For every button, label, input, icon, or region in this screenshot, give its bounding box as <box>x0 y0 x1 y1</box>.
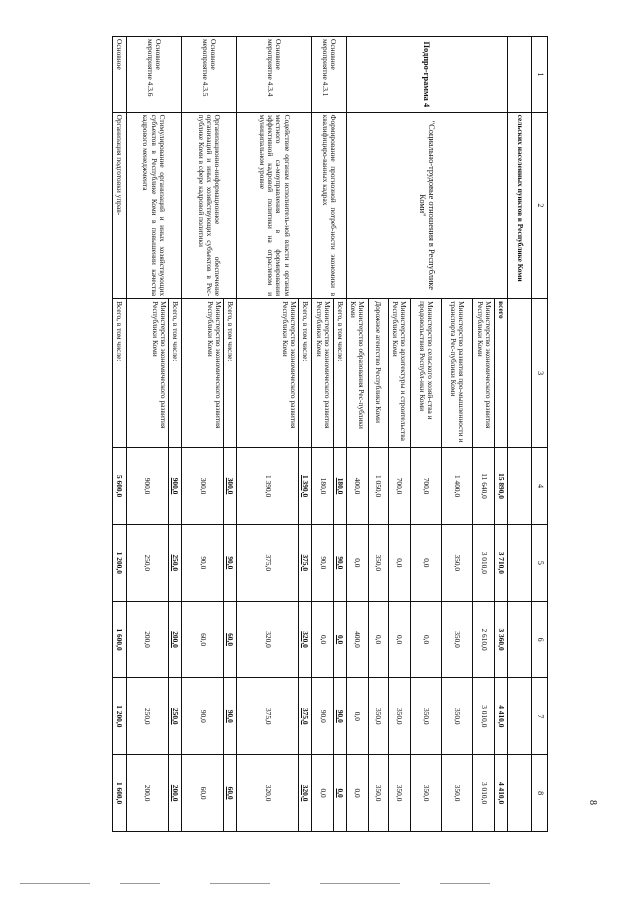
value-cell: 400,0 <box>346 448 368 525</box>
value-cell: 320,0 <box>299 601 312 678</box>
value-cell: 60,0 <box>224 755 237 832</box>
table-row <box>299 37 312 832</box>
value-cell: 700,0 <box>410 448 441 525</box>
value-cell: 350,0 <box>388 678 410 755</box>
value-cell: 250,0 <box>126 678 169 755</box>
scan-artifact-line <box>320 883 400 884</box>
rotated-table-wrapper <box>112 36 548 832</box>
value-cell: 60,0 <box>224 601 237 678</box>
scan-artifact-line <box>120 883 160 884</box>
value-cell: 60,0 <box>181 601 224 678</box>
executor-cell: Всего, в том числе: <box>169 299 182 448</box>
scan-artifact-line <box>20 883 90 884</box>
value-cell: 250,0 <box>169 678 182 755</box>
value-cell: 300,0 <box>224 448 237 525</box>
empty-cell <box>507 299 532 448</box>
value-cell: 1 200,0 <box>113 678 127 755</box>
value-cell: 3 710,0 <box>495 524 508 601</box>
value-cell: 200,0 <box>169 601 182 678</box>
value-cell: 11 640,0 <box>473 448 495 525</box>
value-cell: 375,0 <box>299 678 312 755</box>
value-cell: 3 360,0 <box>495 601 508 678</box>
value-cell: 1 600,0 <box>113 601 127 678</box>
value-cell: 350,0 <box>410 678 441 755</box>
header-cell: 1 <box>532 37 548 113</box>
value-cell: 0,0 <box>312 755 334 832</box>
value-cell: 350,0 <box>441 601 472 678</box>
scan-artifact-line <box>210 883 270 884</box>
value-cell: 0,0 <box>388 524 410 601</box>
empty-cell <box>507 755 532 832</box>
value-cell: 320,0 <box>299 755 312 832</box>
table-row <box>113 37 127 832</box>
value-cell: 1 390,0 <box>299 448 312 525</box>
executor-cell: Всего, в том числе: <box>113 299 127 448</box>
value-cell: 4 410,0 <box>495 755 508 832</box>
header-cell: 8 <box>532 755 548 832</box>
measure-label: Основное мероприятие 4.3.5 <box>181 37 236 113</box>
executor-cell: Всего, в том числе: <box>224 299 237 448</box>
value-cell: 1 400,0 <box>441 448 472 525</box>
value-cell: 350,0 <box>388 755 410 832</box>
value-cell: 350,0 <box>441 524 472 601</box>
value-cell: 15 890,0 <box>495 448 508 525</box>
scan-artifact-line <box>440 883 490 884</box>
value-cell: 900,0 <box>169 448 182 525</box>
measure-name: Стимулирование организаций и иных хозяйствующих субъектов в Республике Коми в повышении качества кадрового менеджмента <box>126 112 181 298</box>
empty-cell <box>507 448 532 525</box>
carry-over-row <box>507 37 532 832</box>
value-cell: 250,0 <box>169 524 182 601</box>
budget-table <box>112 36 548 832</box>
executor-cell: Министерство образования Рес-публики Коми <box>346 299 368 448</box>
value-cell: 200,0 <box>126 601 169 678</box>
executor-cell: всего <box>495 299 508 448</box>
value-cell: 350,0 <box>410 755 441 832</box>
value-cell: 320,0 <box>236 601 299 678</box>
empty-cell <box>507 37 532 113</box>
executor-cell: Министерство экономического развития Республики Коми <box>473 299 495 448</box>
value-cell: 90,0 <box>224 678 237 755</box>
measure-label: Основное <box>113 37 127 113</box>
value-cell: 90,0 <box>312 524 334 601</box>
value-cell: 0,0 <box>312 601 334 678</box>
header-row <box>532 37 548 832</box>
value-cell: 0,0 <box>346 678 368 755</box>
value-cell: 350,0 <box>368 524 388 601</box>
value-cell: 90,0 <box>181 678 224 755</box>
value-cell: 3 010,0 <box>473 524 495 601</box>
value-cell: 375,0 <box>299 524 312 601</box>
value-cell: 0,0 <box>334 755 347 832</box>
header-cell: 5 <box>532 524 548 601</box>
value-cell: 300,0 <box>181 448 224 525</box>
value-cell: 0,0 <box>346 755 368 832</box>
measure-label: Основное мероприятие 4.3.4 <box>236 37 311 113</box>
value-cell: 200,0 <box>169 755 182 832</box>
table-row <box>169 37 182 832</box>
measure-name: Формирование прогнозной потреб-ности экономики в квалифициро-ванных кадрах <box>312 112 347 298</box>
value-cell: 400,0 <box>346 601 368 678</box>
measure-label: Основное мероприятие 4.3.6 <box>126 37 181 113</box>
value-cell: 4 410,0 <box>495 678 508 755</box>
executor-cell: Всего, в том числе: <box>299 299 312 448</box>
value-cell: 350,0 <box>368 755 388 832</box>
value-cell: 1 390,0 <box>236 448 299 525</box>
value-cell: 250,0 <box>126 524 169 601</box>
value-cell: 350,0 <box>441 678 472 755</box>
value-cell: 60,0 <box>181 755 224 832</box>
measure-name: Организационно-информационное обеспечение организаций и иных хозяйствующих субъектов в Рес-публике Коми в сфере кадровой политики <box>181 112 236 298</box>
value-cell: 90,0 <box>334 678 347 755</box>
value-cell: 0,0 <box>368 601 388 678</box>
header-cell: 4 <box>532 448 548 525</box>
value-cell: 2 610,0 <box>473 601 495 678</box>
value-cell: 375,0 <box>236 678 299 755</box>
executor-cell: Всего, в том числе: <box>334 299 347 448</box>
executor-cell: Министерство экономического развития Республики Коми <box>312 299 334 448</box>
executor-cell: Министерство архитектуры и строительства Республики Коми <box>388 299 410 448</box>
header-cell: 2 <box>532 112 548 298</box>
value-cell: 180,0 <box>312 448 334 525</box>
value-cell: 90,0 <box>181 524 224 601</box>
empty-cell <box>507 524 532 601</box>
value-cell: 0,0 <box>334 601 347 678</box>
executor-cell: Министерство экономического развития Республики Коми <box>181 299 224 448</box>
table-row <box>334 37 347 832</box>
page-number: 8 <box>587 800 598 805</box>
measure-name: Организация подготовки управ- <box>113 112 127 298</box>
value-cell: 1 600,0 <box>113 755 127 832</box>
value-cell: 1 200,0 <box>113 524 127 601</box>
table-row <box>495 37 508 832</box>
empty-cell <box>507 601 532 678</box>
value-cell: 0,0 <box>410 601 441 678</box>
carry-over-text: сельских населенных пунктов в Республике Коми <box>507 112 532 298</box>
executor-cell: Министерство сельского хозяй-ства и продовольствия Республ-ики Коми <box>410 299 441 448</box>
value-cell: 0,0 <box>346 524 368 601</box>
value-cell: 90,0 <box>312 678 334 755</box>
value-cell: 375,0 <box>236 524 299 601</box>
value-cell: 350,0 <box>368 678 388 755</box>
measure-label: Основное мероприятие 4.3.1 <box>312 37 347 113</box>
header-cell: 7 <box>532 678 548 755</box>
value-cell: 1 050,0 <box>368 448 388 525</box>
measure-name: Содействие органам исполнитель-ной власти и органам местного са-моуправления в формировании эффективной кадровой политики на отраслевом и муниципальном уровне <box>236 112 311 298</box>
value-cell: 0,0 <box>410 524 441 601</box>
value-cell: 700,0 <box>388 448 410 525</box>
value-cell: 3 010,0 <box>473 755 495 832</box>
executor-cell: Министерство экономического развития Республики Коми <box>236 299 299 448</box>
header-cell: 6 <box>532 601 548 678</box>
subprogram-name: "Социально-трудовые отношения в Республике Коми" <box>346 112 507 298</box>
value-cell: 350,0 <box>441 755 472 832</box>
table-row <box>224 37 237 832</box>
value-cell: 200,0 <box>126 755 169 832</box>
value-cell: 0,0 <box>388 601 410 678</box>
value-cell: 3 010,0 <box>473 678 495 755</box>
value-cell: 90,0 <box>334 524 347 601</box>
header-cell: 3 <box>532 299 548 448</box>
executor-cell: Министерство развития про-мышленности и транспорта Рес-публики Коми <box>441 299 472 448</box>
value-cell: 5 600,0 <box>113 448 127 525</box>
value-cell: 900,0 <box>126 448 169 525</box>
value-cell: 90,0 <box>224 524 237 601</box>
value-cell: 320,0 <box>236 755 299 832</box>
subprogram-label: Подпро-грамма 4 <box>346 37 507 113</box>
value-cell: 180,0 <box>334 448 347 525</box>
executor-cell: Дорожное агентство Республики Коми <box>368 299 388 448</box>
executor-cell: Министерство экономического развития Республики Коми <box>126 299 169 448</box>
empty-cell <box>507 678 532 755</box>
